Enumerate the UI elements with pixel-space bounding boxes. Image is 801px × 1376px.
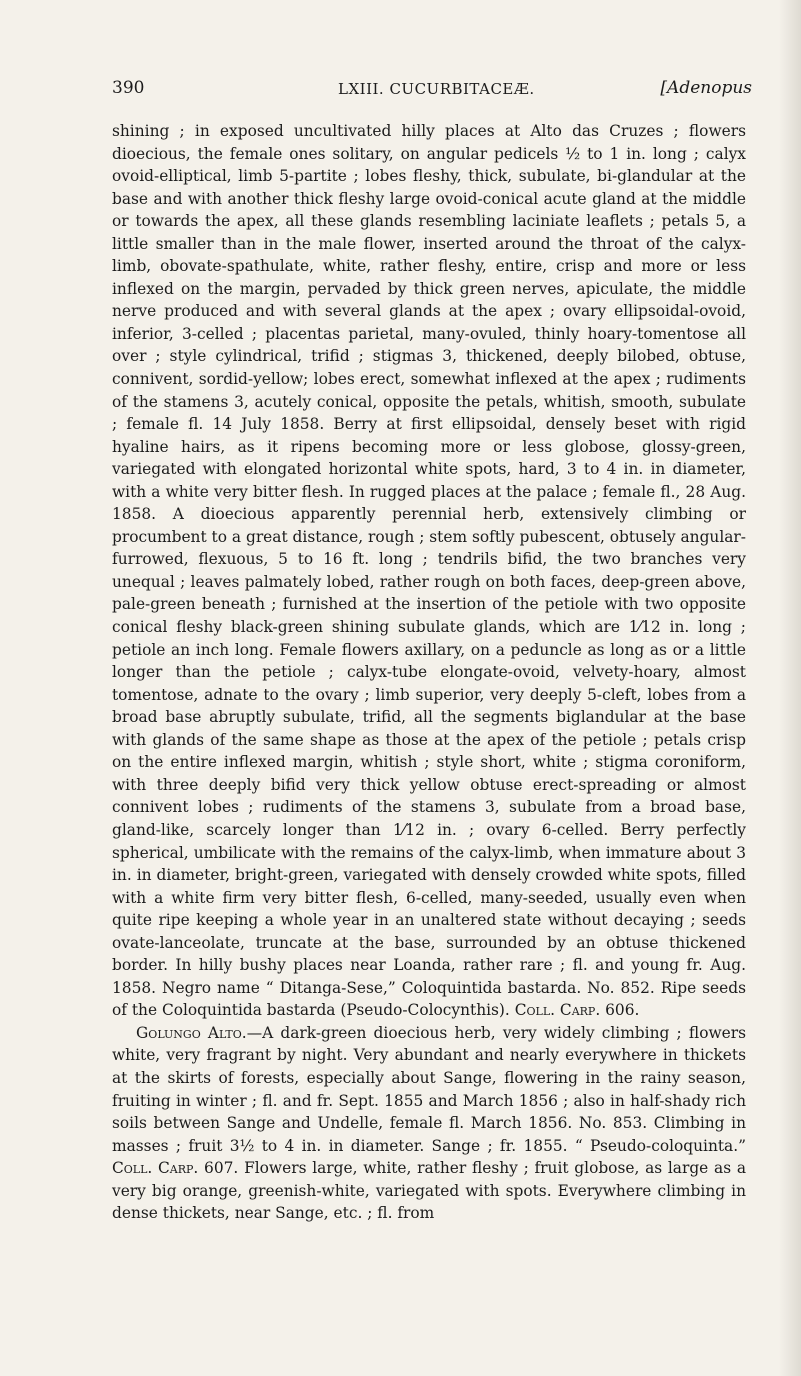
collection-ref-1: Coll. Carp. 606.: [514, 1001, 640, 1020]
section-title: [Adenopus: [660, 78, 752, 98]
page-number: 390: [112, 78, 145, 98]
body-text: [112, 120, 746, 1225]
running-title: LXIII. CUCURBITACEÆ.: [338, 80, 535, 98]
paragraph-1: [112, 120, 746, 1022]
paragraph-2-text-a: —A dark-green dioecious herb, very widely climbing ; flowers white, very fragrant by night. Very abundant and nearly everywhere in thickets at the skirts of forests, especially about Sange, flowering in the rainy season, fruiting in winter ; fl. and fr. Sept. 1855 and March 1856 ; also in half-shady rich soils between Sange and Undelle, female fl. March 1856. No. 853. Climbing in masses ; fruit 3½ to 4 in. in diameter. Sange ; fr. 1855. “ Pseudo-coloquinta.”: [112, 1023, 746, 1155]
page-edge-shadow: [779, 0, 801, 1376]
collection-ref-2: Coll. Carp. 607.: [112, 1159, 239, 1178]
page-header: [112, 78, 752, 102]
locality-heading: Golungo Alto.: [136, 1023, 247, 1042]
paragraph-2: [112, 1022, 746, 1225]
paragraph-1-text: shining ; in exposed uncultivated hilly places at Alto das Cruzes ; flowers dioecious, the female ones solitary, on angular pedicels ½ to 1 in. long ; calyx ovoid-elliptical, limb 5-partite ; lobes fleshy, thick, subulate, bi-glandular at the base and with another thick fleshy large ovoid-conical acute gland at the middle or towards the apex, all these glands resembling laciniate leaflets ; petals 5, a little smaller than in the male flower, inserted around the throat of the calyx-limb, obovate-spathulate, white, rather fleshy, entire, crisp and more or less inflexed on the margin, pervaded by thick green nerves, apiculate, the middle nerve produced and with several glands at the apex ; ovary ellipsoidal-ovoid, inferior, 3-celled ; placentas parietal, many-ovuled, thinly hoary-tomentose all over ; style cylindrical, trifid ; stigmas 3, thickened, deeply bilobed, obtuse, connivent, sordid-yellow; lobes erect, somewhat inflexed at the apex ; rudiments of the stamens 3, acutely conical, opposite the petals, whitish, smooth, subulate ; female fl. 14 July 1858. Berry at first ellipsoidal, densely beset with rigid hyaline hairs, as it ripens becoming more or less globose, glossy-green, variegated with elongated horizontal white spots, hard, 3 to 4 in. in diameter, with a white very bitter flesh. In rugged places at the palace ; female fl., 28 Aug. 1858. A dioecious apparently perennial herb, extensively climbing or procumbent to a great distance, rough ; stem softly pubescent, obtusely angular-furrowed, flexuous, 5 to 16 ft. long ; tendrils bifid, the two branches very unequal ; leaves palmately lobed, rather rough on both faces, deep-green above, pale-green beneath ; furnished at the insertion of the petiole with two opposite conical fleshy black-green shining subulate glands, which are 1⁄12 in. long ; petiole an inch long. Female flowers axillary, on a peduncle as long as or a little longer than the petiole ; calyx-tube elongate-ovoid, velvety-hoary, almost tomentose, adnate to the ovary ; limb superior, very deeply 5-cleft, lobes from a broad base abruptly subulate, trifid, all the segments biglandular at the base with glands of the same shape as those at the apex of the petiole ; petals crisp on the entire inflexed margin, whitish ; style short, white ; stigma coroniform, with three deeply bifid very thick yellow obtuse erect-spreading or almost connivent lobes ; rudiments of the stamens 3, subulate from a broad base, gland-like, scarcely longer than 1⁄12 in. ; ovary 6-celled. Berry perfectly spherical, umbilicate with the remains of the calyx-limb, when immature about 3 in. in diameter, bright-green, variegated with densely crowded white spots, filled with a white firm very bitter flesh, 6-celled, many-seeded, usually even when quite ripe keeping a whole year in an unaltered state without decaying ; seeds ovate-lanceolate, truncate at the base, surrounded by an obtuse thickened border. In hilly bushy places near Loanda, rather rare ; fl. and young fr. Aug. 1858. Negro name “ Ditanga-Sese,” Coloquintida bastarda. No. 852. Ripe seeds of the Coloquintida bastarda (Pseudo-Colocynthis).: [112, 122, 746, 1020]
paragraph-2-text-b: Flowers large, white, rather fleshy ; fruit globose, as large as a very big orange, greenish-white, variegated with spots. Everywhere climbing in dense thickets, near Sange, etc. ; fl. from: [112, 1159, 746, 1223]
